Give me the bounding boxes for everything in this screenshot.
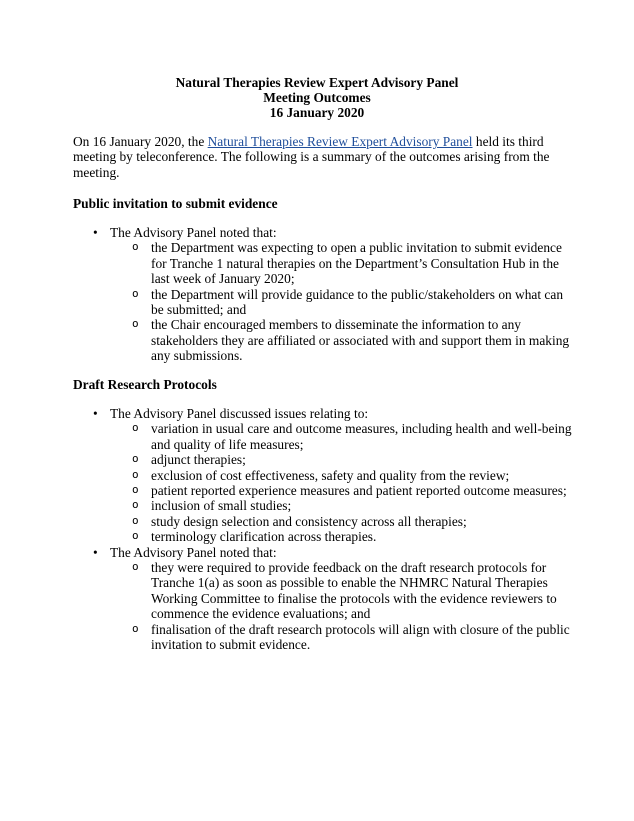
sub-list-item: o terminology clarification across therapies. [110,529,573,544]
bullet-text: The Advisory Panel noted that: [110,225,277,240]
section2-list [73,406,573,653]
sub-list-item: o inclusion of small studies; [110,498,573,513]
title-line-3: 16 January 2020 [269,104,365,120]
sub-list-item: o finalisation of the draft research protocols will align with closure of the public invitation to submit evidence. [110,622,573,653]
sub-list-item: o the Department was expecting to open a public invitation to submit evidence for Tranche 1 natural therapies on the Department’s Consultation Hub in the last week of January 2020; [110,240,573,286]
sub-list [110,240,573,363]
intro-text-before: On 16 January 2020, the [73,134,208,149]
sub-list-item: o the Chair encouraged members to disseminate the information to any stakeholders they are affiliated or associated with and support them in making any submissions. [110,317,573,363]
sub-list-item: o they were required to provide feedback on the draft research protocols for Tranche 1(a) as soon as possible to enable the NHMRC Natural Therapies Working Committee to finalise the protocols with the evidence reviewers to commence the evidence evaluations; and [110,560,573,622]
section-heading-draft-research-protocols: Draft Research Protocols [73,377,217,392]
title-line-1: Natural Therapies Review Expert Advisory Panel [175,75,459,90]
sub-list [110,560,573,652]
sub-list-item: o adjunct therapies; [110,452,573,467]
bullet-text: The Advisory Panel discussed issues relating to: [110,406,369,421]
sub-list-item: o variation in usual care and outcome measures, including health and well-being and quality of life measures; [110,421,573,452]
sub-list-item: o patient reported experience measures and patient reported outcome measures; [110,483,573,498]
intro-text-after: held its third meeting by teleconference. The following is a summary of the outcomes arising from the meeting. [73,134,550,180]
advisory-panel-link[interactable]: Natural Therapies Review Expert Advisory Panel [207,134,473,149]
document-title [0,76,634,120]
list-item [73,545,573,653]
intro-paragraph [73,134,569,180]
title-line-2: Meeting Outcomes [263,89,371,105]
section-heading-public-invitation: Public invitation to submit evidence [73,196,278,211]
sub-list [110,421,573,544]
list-item [73,225,573,364]
sub-list-item: o the Department will provide guidance to the public/stakeholders on what can be submitted; and [110,287,573,318]
section1-list [73,225,573,364]
sub-list-item: o exclusion of cost effectiveness, safety and quality from the review; [110,468,573,483]
sub-list-item: o study design selection and consistency across all therapies; [110,514,573,529]
list-item [73,406,573,545]
bullet-text: The Advisory Panel noted that: [110,544,277,560]
